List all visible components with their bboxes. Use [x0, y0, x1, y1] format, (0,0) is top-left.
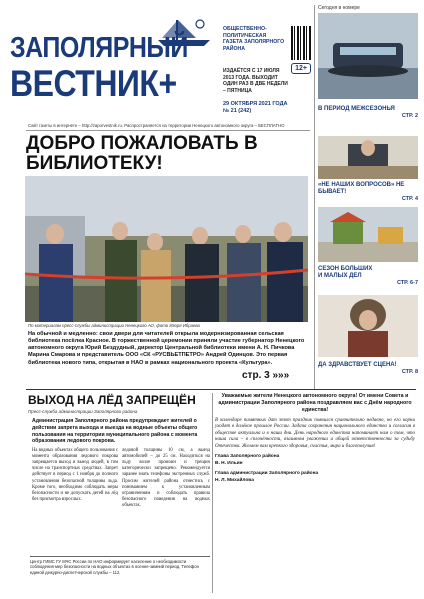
playground-image-icon	[318, 207, 418, 262]
masthead-meta: ИЗДАЁТСЯ С 17 ИЮЛЯ 2013 ГОДА. ВЫХОДИТ ОДИН РАЗ В ДВЕ НЕДЕЛИ – ПЯТНИЦА	[223, 68, 288, 94]
main-lead: На обычной и медленно: свои двери для читателей открыла модернизированная сельская библиотека посёлка Красное. В торжественной церемонии приняли участие губернатор Ненецкого автономного округа Юрий Бездудный, директор Центральной библиотеки имени А. Н. Пичкова Марина Смарова и представитель ООО «СК «РУСВЬЕТПЕТРО» Андрей Одинцов. Это первая библиотека нового типа, открытая в НАО в рамках национального проекта «Культура».	[28, 331, 305, 366]
article-ice-column-1: На водных объектах общего пользования с момента образования ледового покрова запрещается выход и выезд людей, в том числе на транспортных средствах. Запрет действует в период с 1 ноября до полного установления безопасной толщины льда. Кроме того, необходимо соблюдать меры безопасности и не допускать детей на лёд без присмотра взрослых.	[32, 448, 118, 502]
hovercraft-image-icon	[318, 13, 418, 99]
photo-caption: По материалам пресс-службы администрации Ненецкого АО, фото Игоря Ибраева	[28, 323, 200, 328]
signature-2-title: Глава администрации Заполярного района	[215, 471, 319, 477]
article-ice-column-2: ледовой толщины 10 см, а выезд автомобилей – до 25 см. Находиться на льду возле промоин и трещин категорически запрещено. Рекомендуется заранее знать телефоны экстренных служб. Просим жителей района отнестись с пониманием к установленным ограничениям и соблюдать правила безопасного поведения на водных объектах.	[122, 448, 210, 508]
performer-image-icon	[318, 295, 418, 357]
sidebar-label: Сегодня в номере	[318, 5, 360, 11]
sidebar-teaser-3	[318, 207, 418, 286]
performer-photo	[318, 295, 418, 357]
main-photo	[25, 176, 308, 322]
sidebar-teaser-1-title: В ПЕРИОД МЕЖСЕЗОНЬЯ	[318, 106, 395, 112]
sidebar-teaser-2	[318, 136, 418, 202]
signature-2-name: Н. Л. Михайлова	[215, 477, 254, 483]
greeting-body: В календаре памятных дат этот праздник появился сравнительно недавно, но его корни уходят в далёкое прошлое России. Задача сохранения национального единства и согласия в обществе актуальна и в наши дни. День народного единства напоминает нам о том, что наша сила – в сплочённости, взаимном уважении и общей ответственности за судьбу Отечества. Желаем вам крепкого здоровья, счастья, мира и благополучия!	[215, 417, 415, 449]
site-line: Сайт газеты в интернете – http://zaporvestnik.ru. Распространяется на территории Ненецкого автономного округа – БЕСПЛАТНО	[28, 123, 285, 128]
greeting-head: Уважаемые жители Ненецкого автономного округа! От имени Совета и администрации Заполярного района поздравляем вас с Днём народного единства!	[218, 393, 412, 413]
sidebar-divider	[314, 5, 315, 389]
sidebar-teaser-3-page: СТР. 6-7	[396, 280, 418, 287]
arrow-right-icon: »»»	[272, 370, 290, 381]
qr-code-icon	[291, 26, 311, 60]
main-page-ref	[242, 370, 289, 381]
article-ice-title: ВЫХОД НА ЛЁД ЗАПРЕЩЁН	[28, 393, 196, 407]
sidebar-teaser-4-title: ДА ЗДРАВСТВУЕТ СЦЕНА!	[318, 362, 397, 368]
sidebar-teaser-4-page: СТР. 8	[401, 369, 418, 376]
newspaper-title	[10, 31, 210, 105]
signature-1-name: В. Н. Ильин	[215, 460, 243, 466]
meeting-photo	[318, 136, 418, 179]
article-ice-note: Центр ГИМС ГУ МЧС России по НАО информирует население о необходимости соблюдения мер безопасности на водных объектах в осенне-зимний период. Телефон единой дежурно-диспетчерской службы – 112.	[30, 556, 210, 575]
greeting-signatures	[215, 454, 415, 484]
greeting-block	[215, 393, 415, 488]
article-ice-source: Пресс-служба администрации Заполярного района	[28, 409, 138, 414]
masthead	[8, 6, 308, 115]
sidebar-teaser-4	[318, 295, 418, 375]
issue-info	[223, 101, 288, 115]
issue-number: № 21 (242)	[223, 108, 252, 115]
ribbon-cutting-photo-icon	[25, 176, 308, 322]
age-rating-badge: 12+	[291, 63, 311, 74]
sidebar-teaser-2-page: СТР. 4	[401, 196, 418, 203]
column-divider	[212, 393, 213, 593]
sidebar-teaser-3-title: СЕЗОН БОЛЬШИХ И МАЛЫХ ДЕЛ	[318, 266, 373, 280]
title-line-1: ЗАПОЛЯРНЫЙ	[10, 31, 188, 64]
hovercraft-photo	[318, 13, 418, 99]
sidebar-teaser-1-page: СТР. 2	[401, 113, 418, 120]
meeting-image-icon	[318, 136, 418, 179]
divider	[26, 130, 310, 131]
title-line-2: ВЕСТНИК+	[10, 62, 177, 105]
masthead-info: ОБЩЕСТВЕННО-ПОЛИТИЧЕСКАЯ ГАЗЕТА ЗАПОЛЯРНОГО РАЙОНА	[223, 26, 285, 52]
signature-1-title: Глава Заполярного района	[215, 454, 280, 460]
sidebar-teaser-2-title: «НЕ НАШИХ ВОПРОСОВ» НЕ БЫВАЕТ!	[318, 182, 405, 196]
main-page-ref-label: стр. 3	[242, 370, 270, 381]
section-divider	[26, 389, 416, 390]
article-ice-lead: Администрация Заполярного района предупреждает жителей о действии запрета выхода и выезда на водные объекты общего пользования на территории муниципального района с момента образования ледового покрова.	[32, 418, 198, 445]
sidebar-teaser-1	[318, 13, 418, 119]
issue-date: 29 ОКТЯБРЯ 2021 ГОДА	[223, 101, 288, 107]
playground-photo	[318, 207, 418, 262]
main-headline: ДОБРО ПОЖАЛОВАТЬ В БИБЛИОТЕКУ!	[26, 133, 258, 174]
